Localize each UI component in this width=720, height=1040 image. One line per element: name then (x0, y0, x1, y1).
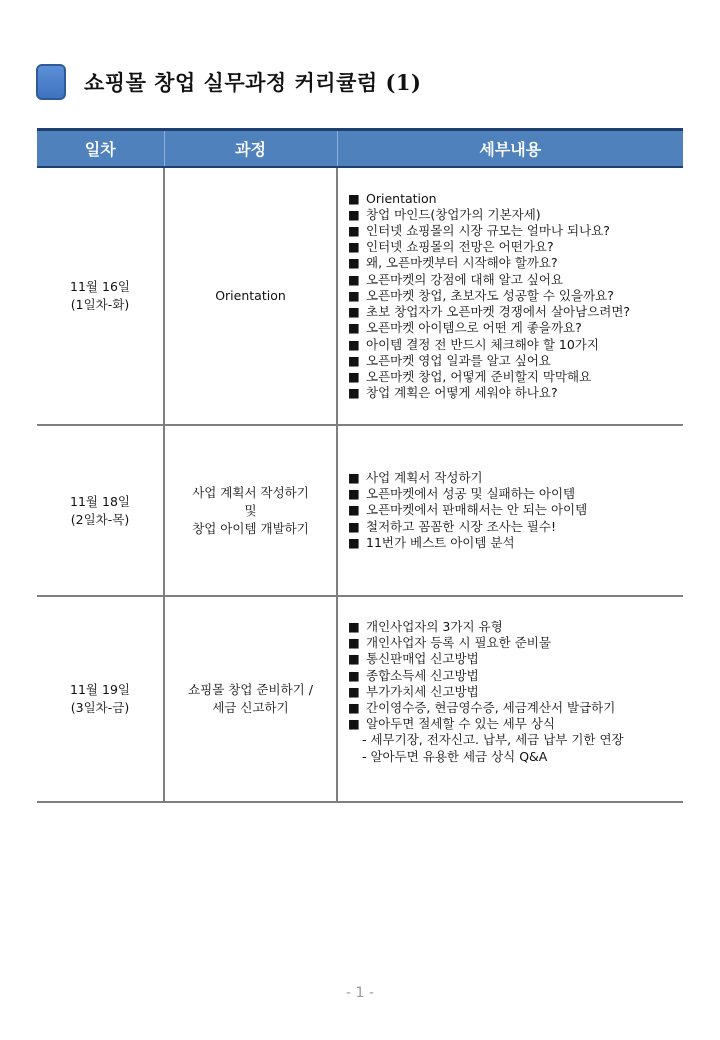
square-bullet-icon: ■ (348, 304, 360, 320)
square-bullet-icon: ■ (348, 336, 360, 352)
detail-text: 철저하고 꼼꼼한 시장 조사는 필수! (366, 518, 556, 534)
detail-item (348, 223, 683, 239)
header-details: 세부내용 (337, 130, 683, 168)
detail-text: 창업 마인드(창업가의 기본자세) (366, 206, 541, 222)
detail-item (348, 320, 683, 336)
detail-subitem (348, 732, 683, 748)
course-line: 창업 아이템 개발하기 (192, 520, 309, 536)
detail-item (348, 304, 683, 320)
detail-item (348, 207, 683, 223)
course-line: 쇼핑몰 창업 준비하기 / (188, 682, 313, 697)
page-number: - 1 - (346, 985, 374, 1001)
square-bullet-icon: ■ (348, 700, 360, 716)
detail-text: 오픈마켓에서 판매해서는 안 되는 아이템 (366, 502, 588, 518)
day-label: (1일차-화) (70, 297, 130, 312)
square-bullet-icon: ■ (348, 716, 360, 732)
square-bullet-icon: ■ (348, 206, 360, 222)
detail-text: 아이템 결정 전 반드시 체크해야 할 10가지 (366, 336, 599, 352)
square-bullet-icon: ■ (348, 352, 360, 368)
detail-text: - 알아두면 유용한 세금 상식 Q&A (362, 748, 548, 764)
detail-item (348, 700, 683, 716)
detail-item (348, 668, 683, 684)
detail-item (348, 369, 683, 385)
detail-item (348, 470, 683, 486)
square-bullet-icon: ■ (348, 469, 360, 485)
details-cell (337, 425, 683, 596)
square-bullet-icon: ■ (348, 635, 360, 651)
detail-text: 11번가 베스트 아이템 분석 (366, 534, 515, 550)
detail-item (348, 337, 683, 353)
detail-text: 오픈마켓 영업 일과를 알고 싶어요 (366, 352, 551, 368)
detail-text: 오픈마켓 아이템으로 어떤 게 좋을까요? (366, 320, 582, 336)
course-cell (164, 425, 337, 596)
detail-item (348, 651, 683, 667)
day-cell (37, 596, 164, 802)
detail-item (348, 255, 683, 271)
detail-text: - 세무기장, 전자신고. 납부, 세금 납부 기한 연장 (362, 732, 624, 748)
detail-text: 인터넷 쇼핑몰의 시장 규모는 얼마나 되나요? (366, 223, 610, 239)
detail-text: 오픈마켓 창업, 초보자도 성공할 수 있을까요? (366, 287, 614, 303)
detail-text: 개인사업자의 3가지 유형 (366, 619, 503, 634)
header-day: 일차 (37, 130, 164, 168)
square-bullet-icon: ■ (348, 223, 360, 239)
detail-text: 부가가치세 신고방법 (366, 683, 479, 699)
detail-text: 간이영수증, 현금영수증, 세금계산서 발급하기 (366, 700, 616, 716)
square-bullet-icon: ■ (348, 190, 360, 206)
day-label: (2일차-목) (70, 511, 130, 527)
day-label: (3일차-금) (70, 700, 130, 715)
detail-text: 왜, 오픈마켓부터 시작해야 할까요? (366, 255, 558, 271)
square-bullet-icon: ■ (348, 486, 360, 502)
detail-item (348, 385, 683, 401)
square-bullet-icon: ■ (348, 518, 360, 534)
day-date: 11월 18일 (70, 493, 130, 509)
table-row (37, 167, 683, 425)
day-cell (37, 167, 164, 425)
square-bullet-icon: ■ (348, 368, 360, 384)
table-row (37, 596, 683, 802)
square-bullet-icon: ■ (348, 619, 360, 634)
title-block (36, 62, 421, 102)
day-cell (37, 425, 164, 596)
square-bullet-icon: ■ (348, 287, 360, 303)
detail-text: 오픈마켓에서 성공 및 실패하는 아이템 (366, 486, 576, 502)
square-bullet-icon: ■ (348, 534, 360, 550)
detail-subitem (348, 749, 683, 765)
course-line: Orientation (215, 288, 286, 303)
course-line: 사업 계획서 작성하기 (192, 484, 309, 500)
day-date: 11월 16일 (70, 279, 130, 294)
table-row (37, 425, 683, 596)
detail-item (348, 535, 683, 551)
detail-item (348, 519, 683, 535)
square-bullet-icon: ■ (348, 255, 360, 271)
detail-text: 종합소득세 신고방법 (366, 667, 479, 683)
details-cell (337, 596, 683, 802)
detail-text: 초보 창업자가 오픈마켓 경쟁에서 살아남으려면? (366, 304, 631, 320)
detail-item (348, 272, 683, 288)
detail-text: 인터넷 쇼핑몰의 전망은 어떤가요? (366, 239, 554, 255)
course-cell (164, 596, 337, 802)
detail-text: 창업 계획은 어떻게 세워야 하나요? (366, 385, 558, 401)
detail-text: 알아두면 절세할 수 있는 세무 상식 (366, 716, 555, 732)
detail-item (348, 635, 683, 651)
details-cell (337, 167, 683, 425)
detail-text: 통신판매업 신고방법 (366, 651, 479, 667)
detail-item (348, 502, 683, 518)
square-bullet-icon: ■ (348, 667, 360, 683)
detail-item (348, 486, 683, 502)
detail-item (348, 684, 683, 700)
page-title: 쇼핑몰 창업 실무과정 커리큘럼 (1) (84, 70, 422, 95)
course-line: 세금 신고하기 (212, 700, 289, 715)
day-date: 11월 19일 (70, 682, 130, 697)
detail-item (348, 191, 683, 207)
detail-item (348, 288, 683, 304)
curriculum-table (37, 128, 683, 803)
table-header-row (37, 130, 683, 168)
detail-item (348, 239, 683, 255)
detail-text: 사업 계획서 작성하기 (366, 469, 483, 485)
detail-text: 오픈마켓의 강점에 대해 알고 싶어요 (366, 271, 564, 287)
detail-text: 오픈마켓 창업, 어떻게 준비할지 막막해요 (366, 368, 592, 384)
title-badge-icon (36, 64, 66, 100)
detail-text: Orientation (366, 190, 437, 206)
square-bullet-icon: ■ (348, 271, 360, 287)
detail-text: 개인사업자 등록 시 필요한 준비물 (366, 635, 551, 651)
square-bullet-icon: ■ (348, 385, 360, 401)
square-bullet-icon: ■ (348, 683, 360, 699)
header-course: 과정 (164, 130, 337, 168)
square-bullet-icon: ■ (348, 320, 360, 336)
square-bullet-icon: ■ (348, 239, 360, 255)
detail-item (348, 716, 683, 732)
detail-item (348, 619, 683, 635)
course-cell (164, 167, 337, 425)
course-line: 및 (244, 502, 257, 518)
square-bullet-icon: ■ (348, 651, 360, 667)
square-bullet-icon: ■ (348, 502, 360, 518)
detail-item (348, 353, 683, 369)
